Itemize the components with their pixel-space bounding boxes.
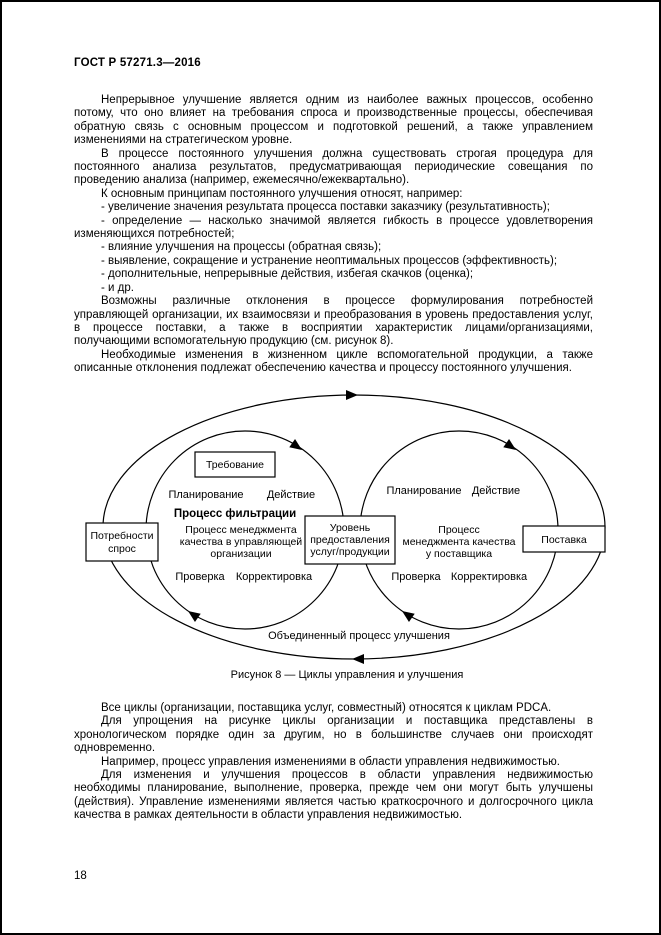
- paragraph: Непрерывное улучшение является одним из наиболее важных процессов, особенно потому, что оно влияет на требования спроса и производственные процессы, обеспечивая обратную связь с основным процессом и подготовкой решений, а также управлением изменениями на стратегическом уровне.: [74, 94, 593, 147]
- bullet-item: - влияние улучшения на процессы (обратная связь);: [101, 241, 382, 254]
- arrow-right-icon: [289, 439, 305, 454]
- arrow-right-icon: [503, 439, 519, 454]
- bullet-item: - дополнительные, непрерывные действия, избегая скачков (оценка);: [101, 268, 474, 281]
- right-center-line3: у поставщика: [425, 548, 493, 560]
- service-level-label-line3: услуг/продукции: [310, 546, 390, 558]
- bullet-item: - выявление, сокращение и устранение неоптимальных процессов (эффективность);: [101, 254, 558, 267]
- bullet-item: - определение — насколько значимой является гибкость в процессе удовлетворения изменяющихся потребностей;: [74, 214, 593, 241]
- intro-text-block: [74, 94, 593, 376]
- left-plan-label: Планирование: [168, 489, 244, 501]
- figure-caption: Рисунок 8 — Циклы управления и улучшения: [230, 669, 464, 681]
- page-number: 18: [74, 870, 87, 882]
- left-check-label: Проверка: [175, 571, 225, 583]
- left-do-label: Действие: [266, 489, 316, 501]
- arrow-right-icon: [346, 390, 358, 400]
- doc-number-header: ГОСТ Р 57271.3—2016: [74, 57, 201, 69]
- right-act-label: Корректировка: [450, 571, 528, 583]
- left-center-line1: Процесс менеджмента: [185, 524, 297, 536]
- left-center-line3: организации: [210, 548, 272, 560]
- paragraph: Например, процесс управления изменениями в области управления недвижимостью.: [101, 755, 561, 768]
- paragraph: К основным принципам постоянного улучшения относят, например:: [101, 187, 463, 200]
- arrow-left-icon: [399, 607, 415, 622]
- arrow-left-icon: [185, 607, 201, 622]
- service-level-label-line2: предоставления: [310, 534, 390, 546]
- requirement-box-label: Требование: [205, 459, 265, 471]
- needs-box: [86, 523, 158, 561]
- paragraph: В процессе постоянного улучшения должна существовать строгая процедура для постоянного анализа результатов, предусматривающая периодические совещания по проведению анализа (например, ежемесячно/ежеквартально).: [74, 147, 593, 187]
- left-center-line2: качества в управляющей: [179, 536, 303, 548]
- left-act-label: Корректировка: [235, 571, 313, 583]
- service-level-label-line1: Уровень: [329, 522, 371, 534]
- paragraph: Все циклы (организации, поставщика услуг, совместный) относятся к циклам PDCA.: [101, 702, 552, 714]
- right-plan-label: Планирование: [386, 485, 462, 497]
- right-do-label: Действие: [471, 485, 521, 497]
- needs-box-label-line1: Потребности: [90, 530, 154, 542]
- right-check-label: Проверка: [391, 571, 441, 583]
- filter-process-title: Процесс фильтрации: [173, 508, 297, 520]
- bullet-item: - увеличение значения результата процесса поставки заказчику (результативность);: [101, 201, 550, 214]
- paragraph: Необходимые изменения в жизненном цикле вспомогательной продукции, а также описанные отклонения подлежат обеспечению качества и процессу постоянного улучшения.: [74, 348, 593, 375]
- paragraph: Возможны различные отклонения в процессе формулирования потребностей управляющей организации, их взаимосвязи и преобразования в уровень предоставления услуг, в процессе поставки, а также в восприятии характеристик лицами/организациями, получающими вспомогательную продукцию (см. рисунок 8).: [74, 295, 593, 348]
- bullet-item: - и др.: [101, 281, 134, 294]
- paragraph: Для изменения и улучшения процессов в области управления недвижимостью необходимы планирование, выполнение, проверка, прежде чем они могут быть улучшены (действия). Управление изменениями является частью краткосрочного и долгосрочного цикла качества в рамках деятельности в области управления недвижимостью.: [74, 769, 593, 822]
- figure-8-diagram: [2, 390, 661, 670]
- arrow-left-icon: [352, 654, 364, 664]
- closing-text-block: [74, 702, 593, 823]
- paragraph: Для упрощения на рисунке циклы организации и поставщика представлены в хронологическом порядке один за другим, но в большинстве случаев они происходят одновременно.: [74, 715, 593, 755]
- delivery-box-label: Поставка: [541, 534, 587, 546]
- right-center-line2: менеджмента качества: [402, 536, 516, 548]
- combined-process-label: Объединенный процесс улучшения: [268, 630, 450, 642]
- right-center-line1: Процесс: [438, 524, 480, 536]
- needs-box-label-line2: спрос: [108, 543, 136, 555]
